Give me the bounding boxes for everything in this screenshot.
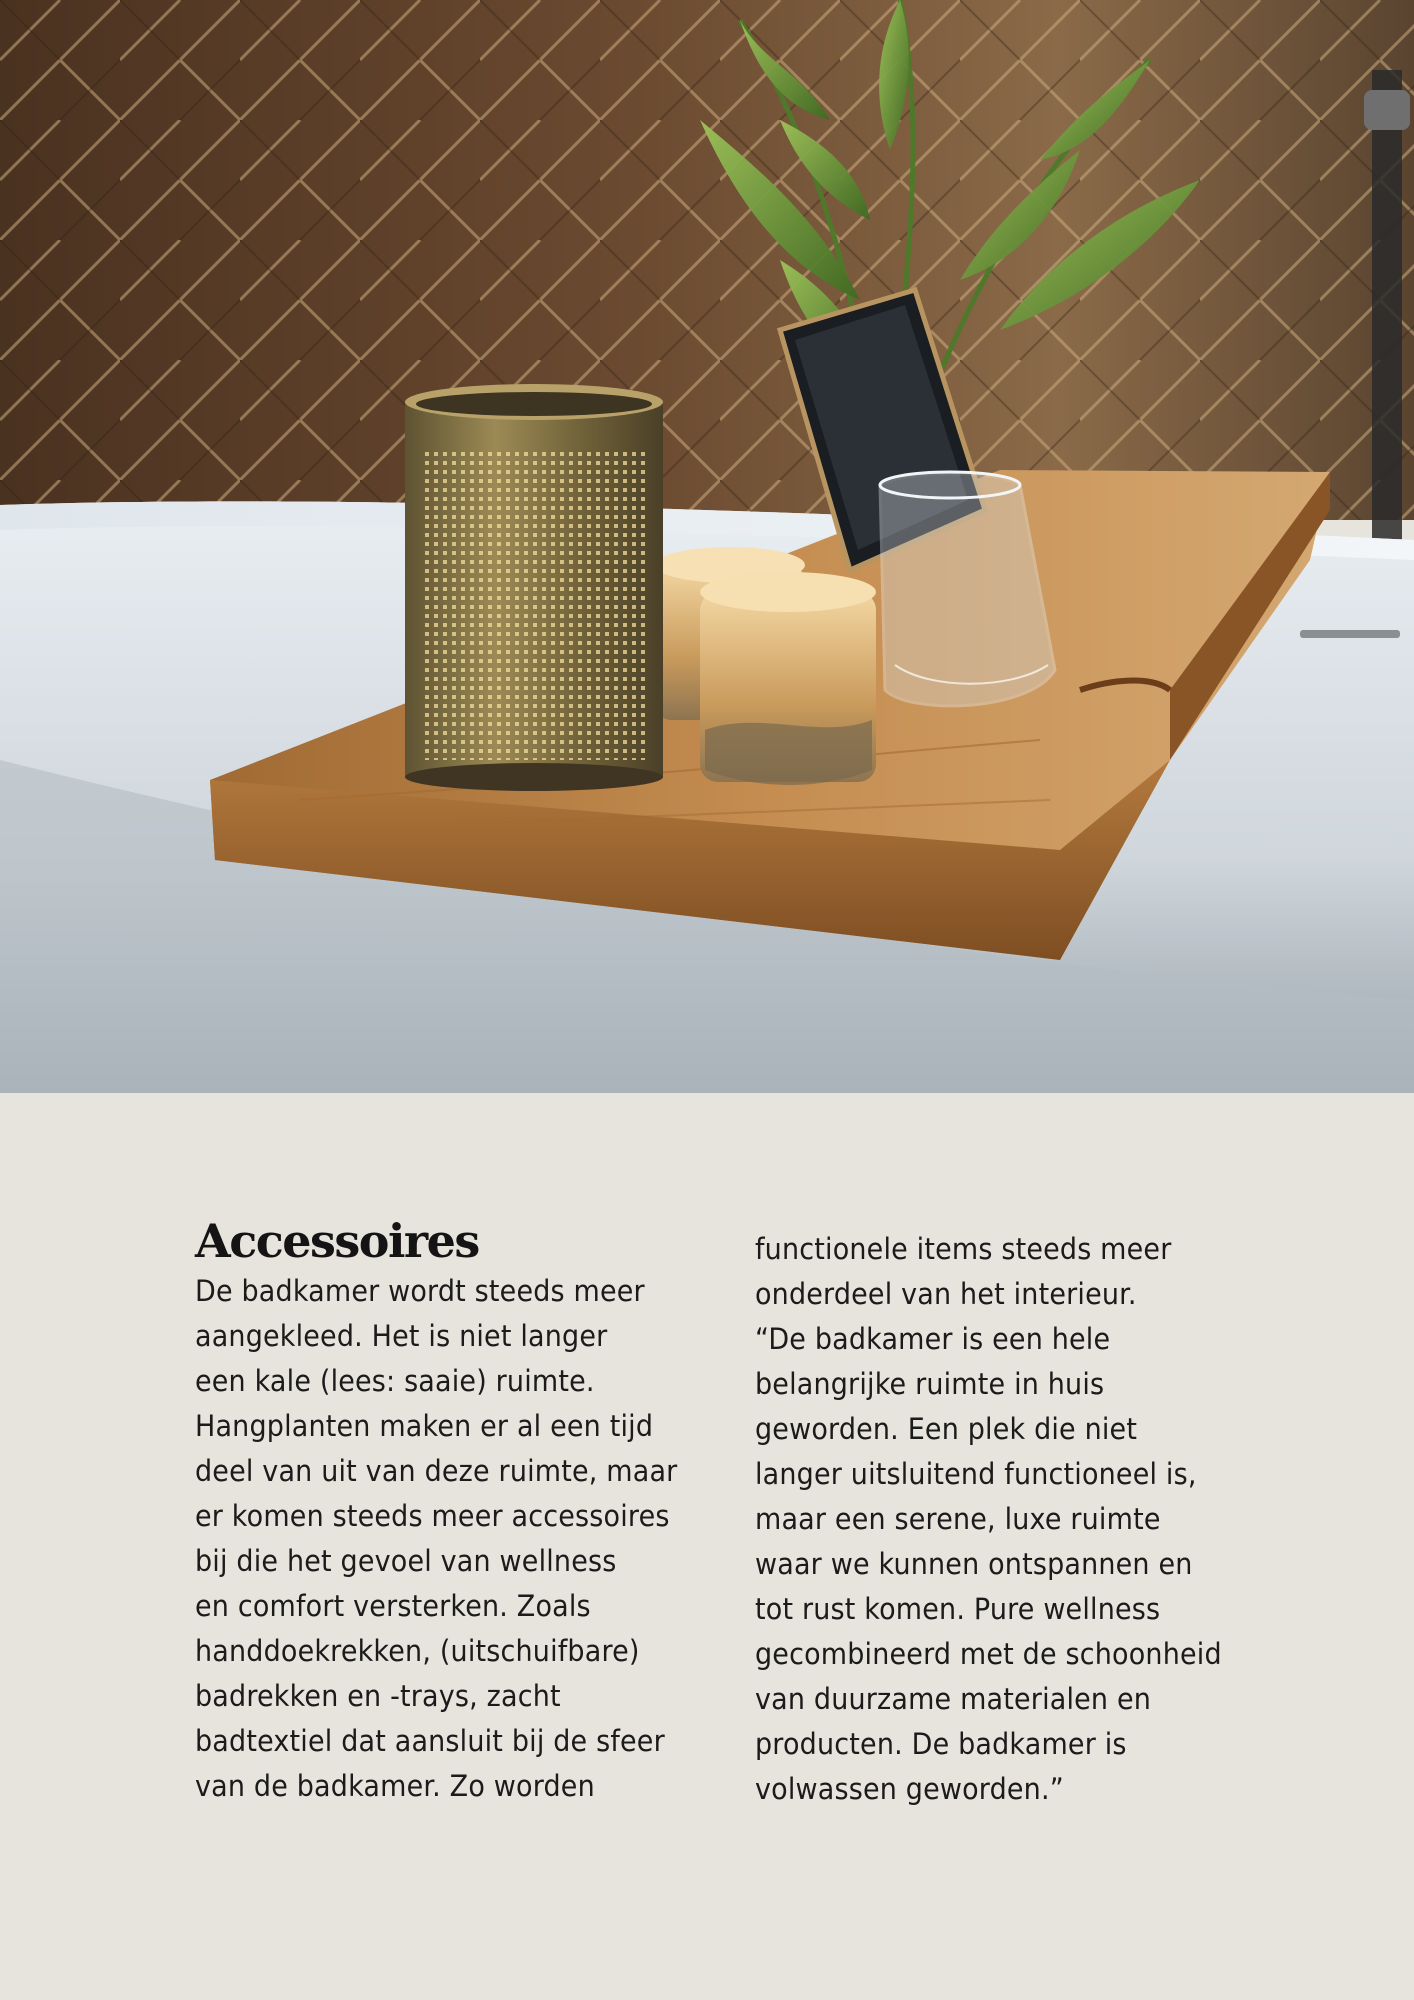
brass-lantern-illustration (405, 384, 663, 791)
quote-line: belangrijke ruimte in huis (755, 1367, 1105, 1401)
body-line: van de badkamer. Zo worden (195, 1769, 595, 1803)
body-line: deel van uit van deze ruimte, maar (195, 1454, 678, 1488)
candle-holder-front-illustration (700, 572, 876, 785)
quote-line: “De badkamer is een hele (755, 1322, 1111, 1356)
quote-line: gecombineerd met de schoonheid (755, 1637, 1222, 1671)
quote-line: langer uitsluitend functioneel is, (755, 1457, 1197, 1491)
article-section (0, 1093, 1414, 2000)
body-line: De badkamer wordt steeds meer (195, 1274, 645, 1308)
article-column-left (195, 1213, 705, 1809)
body-line: er komen steeds meer accessoires (195, 1499, 670, 1533)
article-column-right (755, 1227, 1265, 1812)
quote-line: waar we kunnen ontspannen en (755, 1547, 1193, 1581)
body-line: handdoekrekken, (uitschuifbare) (195, 1634, 640, 1668)
body-line: Hangplanten maken er al een tijd (195, 1409, 654, 1443)
quote-line: maar een serene, luxe ruimte (755, 1502, 1161, 1536)
body-line: badrekken en -trays, zacht (195, 1679, 561, 1713)
quote-line: van duurzame materialen en (755, 1682, 1152, 1716)
quote-line: volwassen geworden.” (755, 1772, 1064, 1806)
quote-line: geworden. Een plek die niet (755, 1412, 1138, 1446)
body-line: onderdeel van het interieur. (755, 1277, 1137, 1311)
body-line: badtextiel dat aansluit bij de sfeer (195, 1724, 665, 1758)
body-line: functionele items steeds meer (755, 1232, 1172, 1266)
body-line: en comfort versterken. Zoals (195, 1589, 591, 1623)
article-heading: Accessoires (195, 1214, 479, 1268)
body-line: bij die het gevoel van wellness (195, 1544, 617, 1578)
body-line: aangekleed. Het is niet langer (195, 1319, 608, 1353)
quote-line: producten. De badkamer is (755, 1727, 1127, 1761)
quote-line: tot rust komen. Pure wellness (755, 1592, 1161, 1626)
body-line: een kale (lees: saaie) ruimte. (195, 1364, 595, 1398)
